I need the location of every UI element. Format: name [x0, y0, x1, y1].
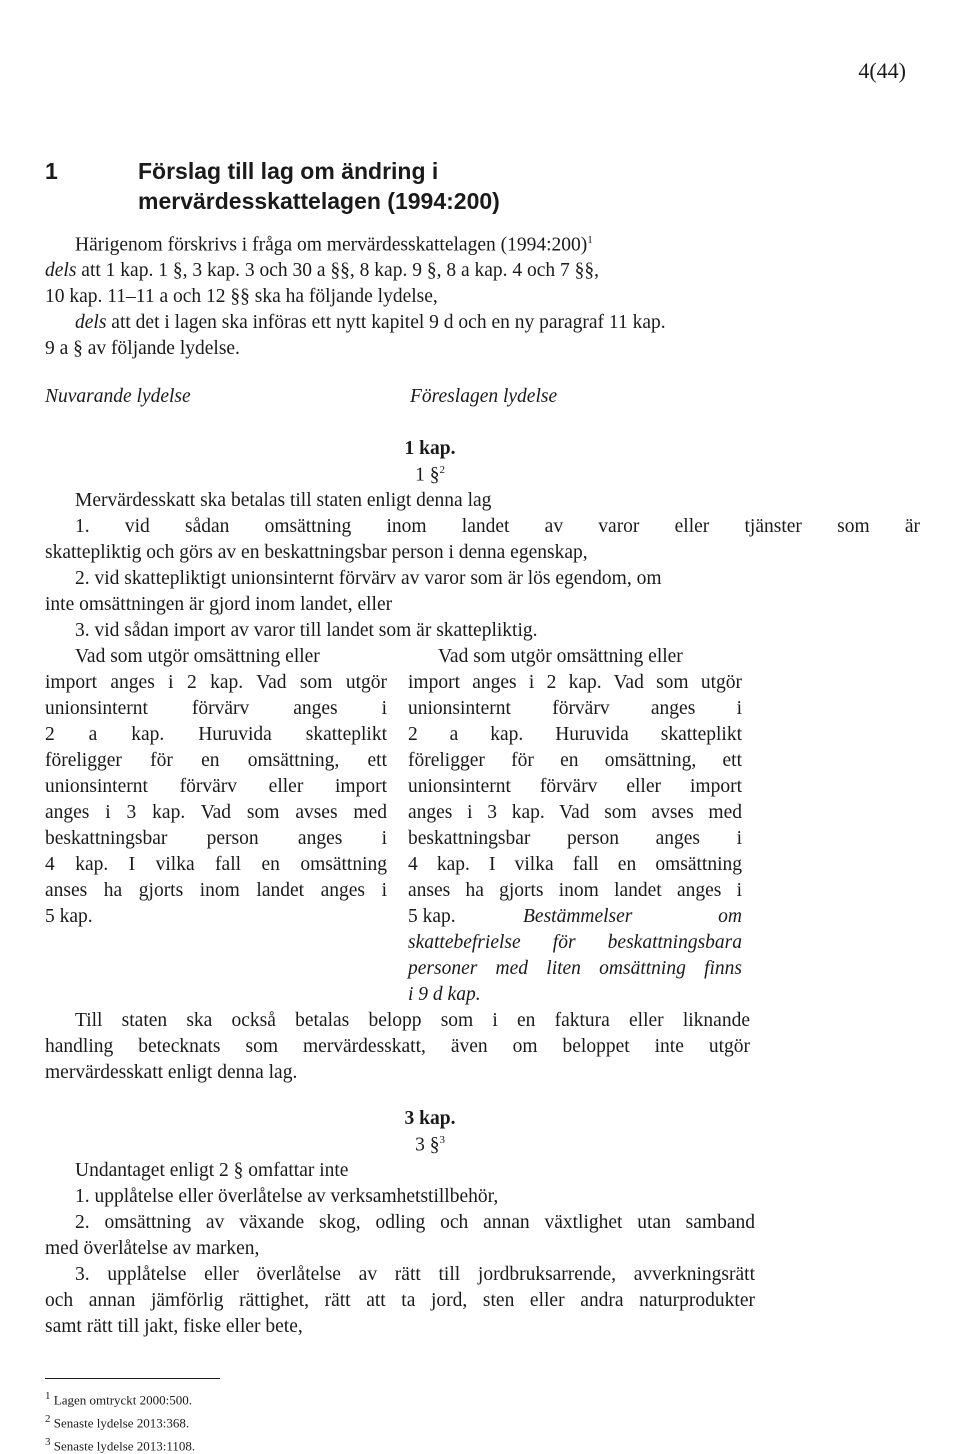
footnote-3: $^3$ Senaste lydelse 2013:1108. — [45, 1436, 196, 1454]
section-3-label: 3 §$^3$ — [415, 1134, 445, 1156]
heading-title-line2: mervärdesskattelagen (1994:200) — [138, 188, 500, 214]
chapter-1-title: 1 kap. — [404, 438, 456, 459]
right-line: import anges i 2 kap. Vad som utgör — [408, 672, 742, 693]
kap3-item3-line1: 3. upplåtelse eller överlåtelse av rätt till jordbruksarrende, avverkningsrätt — [75, 1264, 755, 1285]
left-line: 4 kap. I vilka fall en omsättning — [45, 854, 387, 875]
footnote-ref-2: 2 — [439, 464, 445, 476]
footnote-ref-1: 1 — [587, 234, 593, 246]
intro-line2 — [45, 260, 765, 282]
right-line: beskattningsbar person anges i — [408, 828, 742, 849]
kap3-item2-line2: med överlåtelse av marken, — [45, 1238, 260, 1259]
left-line: unionsinternt förvärv anges i — [45, 698, 387, 719]
footnote-2: $^2$ Senaste lydelse 2013:368. — [45, 1413, 190, 1431]
footnote-1: $^1$ Lagen omtryckt 2000:500. — [45, 1390, 193, 1408]
footnote-ref-3: 3 — [439, 1134, 445, 1146]
right-line: 4 kap. I vilka fall en omsättning — [408, 854, 742, 875]
right-italic-line: i 9 d kap. — [408, 984, 481, 1005]
right-line: anges i 3 kap. Vad som avses med — [408, 802, 742, 823]
kap3-item2-line1: 2. omsättning av växande skog, odling och annan växtlighet utan samband — [75, 1212, 755, 1233]
intro-line5: 9 a § av följande lydelse. — [45, 338, 240, 359]
chapter-3-title: 3 kap. — [404, 1108, 456, 1129]
right-line: 2 a kap. Huruvida skatteplikt — [408, 724, 742, 745]
right-line-last: 5 kap. Bestämmelser om — [408, 906, 742, 927]
left-line: Vad som utgör omsättning eller — [75, 646, 320, 667]
kap3-lead: Undantaget enligt 2 § omfattar inte — [75, 1160, 349, 1181]
intro-dels-1: dels — [45, 260, 77, 281]
heading-number: 1 — [45, 158, 58, 184]
kap1-item1-line2: skattepliktig och görs av en beskattningsbar person i denna egenskap, — [45, 542, 588, 563]
closing-line1: Till staten ska också betalas belopp som i en faktura eller liknande — [75, 1010, 750, 1031]
column-head-current: Nuvarande lydelse — [45, 386, 191, 407]
left-line: unionsinternt förvärv eller import — [45, 776, 387, 797]
kap3-item3-line3: samt rätt till jakt, fiske eller bete, — [45, 1316, 303, 1337]
right-line: unionsinternt förvärv eller import — [408, 776, 742, 797]
intro-dels-2: dels — [75, 312, 107, 333]
right-italic-line: skattebefrielse för beskattningsbara — [408, 932, 742, 953]
kap1-item2-line2: inte omsättningen är gjord inom landet, eller — [45, 594, 393, 615]
left-line: import anges i 2 kap. Vad som utgör — [45, 672, 387, 693]
intro-line4-text: att det i lagen ska införas ett nytt kapitel 9 d och en ny paragraf 11 kap. — [106, 312, 666, 333]
intro-line3: 10 kap. 11–11 a och 12 §§ ska ha följande lydelse, — [45, 286, 438, 307]
kap1-item3: 3. vid sådan import av varor till landet som är skattepliktig. — [75, 620, 538, 641]
kap1-item1-line1: 1. vid sådan omsättning inom landet av varor eller tjänster som är — [75, 516, 920, 537]
page-number: 4(44) — [858, 58, 906, 83]
intro-line1: Härigenom förskrivs i fråga om mervärdesskattelagen (1994:200) — [75, 234, 588, 256]
closing-line3: mervärdesskatt enligt denna lag. — [45, 1062, 298, 1083]
right-line: anses ha gjorts inom landet anges i — [408, 880, 742, 901]
left-line: anses ha gjorts inom landet anges i — [45, 880, 387, 901]
intro-line4 — [75, 312, 666, 334]
right-line: Vad som utgör omsättning eller — [438, 646, 683, 667]
left-line: 2 a kap. Huruvida skatteplikt — [45, 724, 387, 745]
section-1-label: 1 §$^2$ — [415, 464, 445, 486]
closing-line2: handling betecknats som mervärdesskatt, även om beloppet inte utgör — [45, 1036, 750, 1057]
heading-title-line1: Förslag till lag om ändring i — [138, 158, 439, 184]
right-line: föreligger för en omsättning, ett — [408, 750, 742, 771]
kap3-item3-line2: och annan jämförlig rättighet, rätt att ta jord, sten eller andra naturprodukter — [45, 1290, 755, 1311]
kap1-item2-line1: 2. vid skattepliktigt unionsinternt förvärv av varor som är lös egendom, om — [75, 568, 662, 589]
column-head-proposed: Föreslagen lydelse — [410, 386, 558, 407]
left-line: beskattningsbar person anges i — [45, 828, 387, 849]
left-line: föreligger för en omsättning, ett — [45, 750, 387, 771]
footnote-divider — [45, 1378, 220, 1379]
left-line: anges i 3 kap. Vad som avses med — [45, 802, 387, 823]
kap1-lead: Mervärdesskatt ska betalas till staten enligt denna lag — [75, 490, 492, 511]
left-line: 5 kap. — [45, 906, 93, 927]
intro-line2-text: att 1 kap. 1 §, 3 kap. 3 och 30 a §§, 8 kap. 9 §, 8 a kap. 4 och 7 §§, — [76, 260, 600, 281]
right-italic-line: personer med liten omsättning finns — [408, 958, 742, 979]
right-italic-start: Bestämmelser om — [523, 906, 742, 927]
kap3-item1: 1. upplåtelse eller överlåtelse av verksamhetstillbehör, — [75, 1186, 499, 1207]
right-line: unionsinternt förvärv anges i — [408, 698, 742, 719]
